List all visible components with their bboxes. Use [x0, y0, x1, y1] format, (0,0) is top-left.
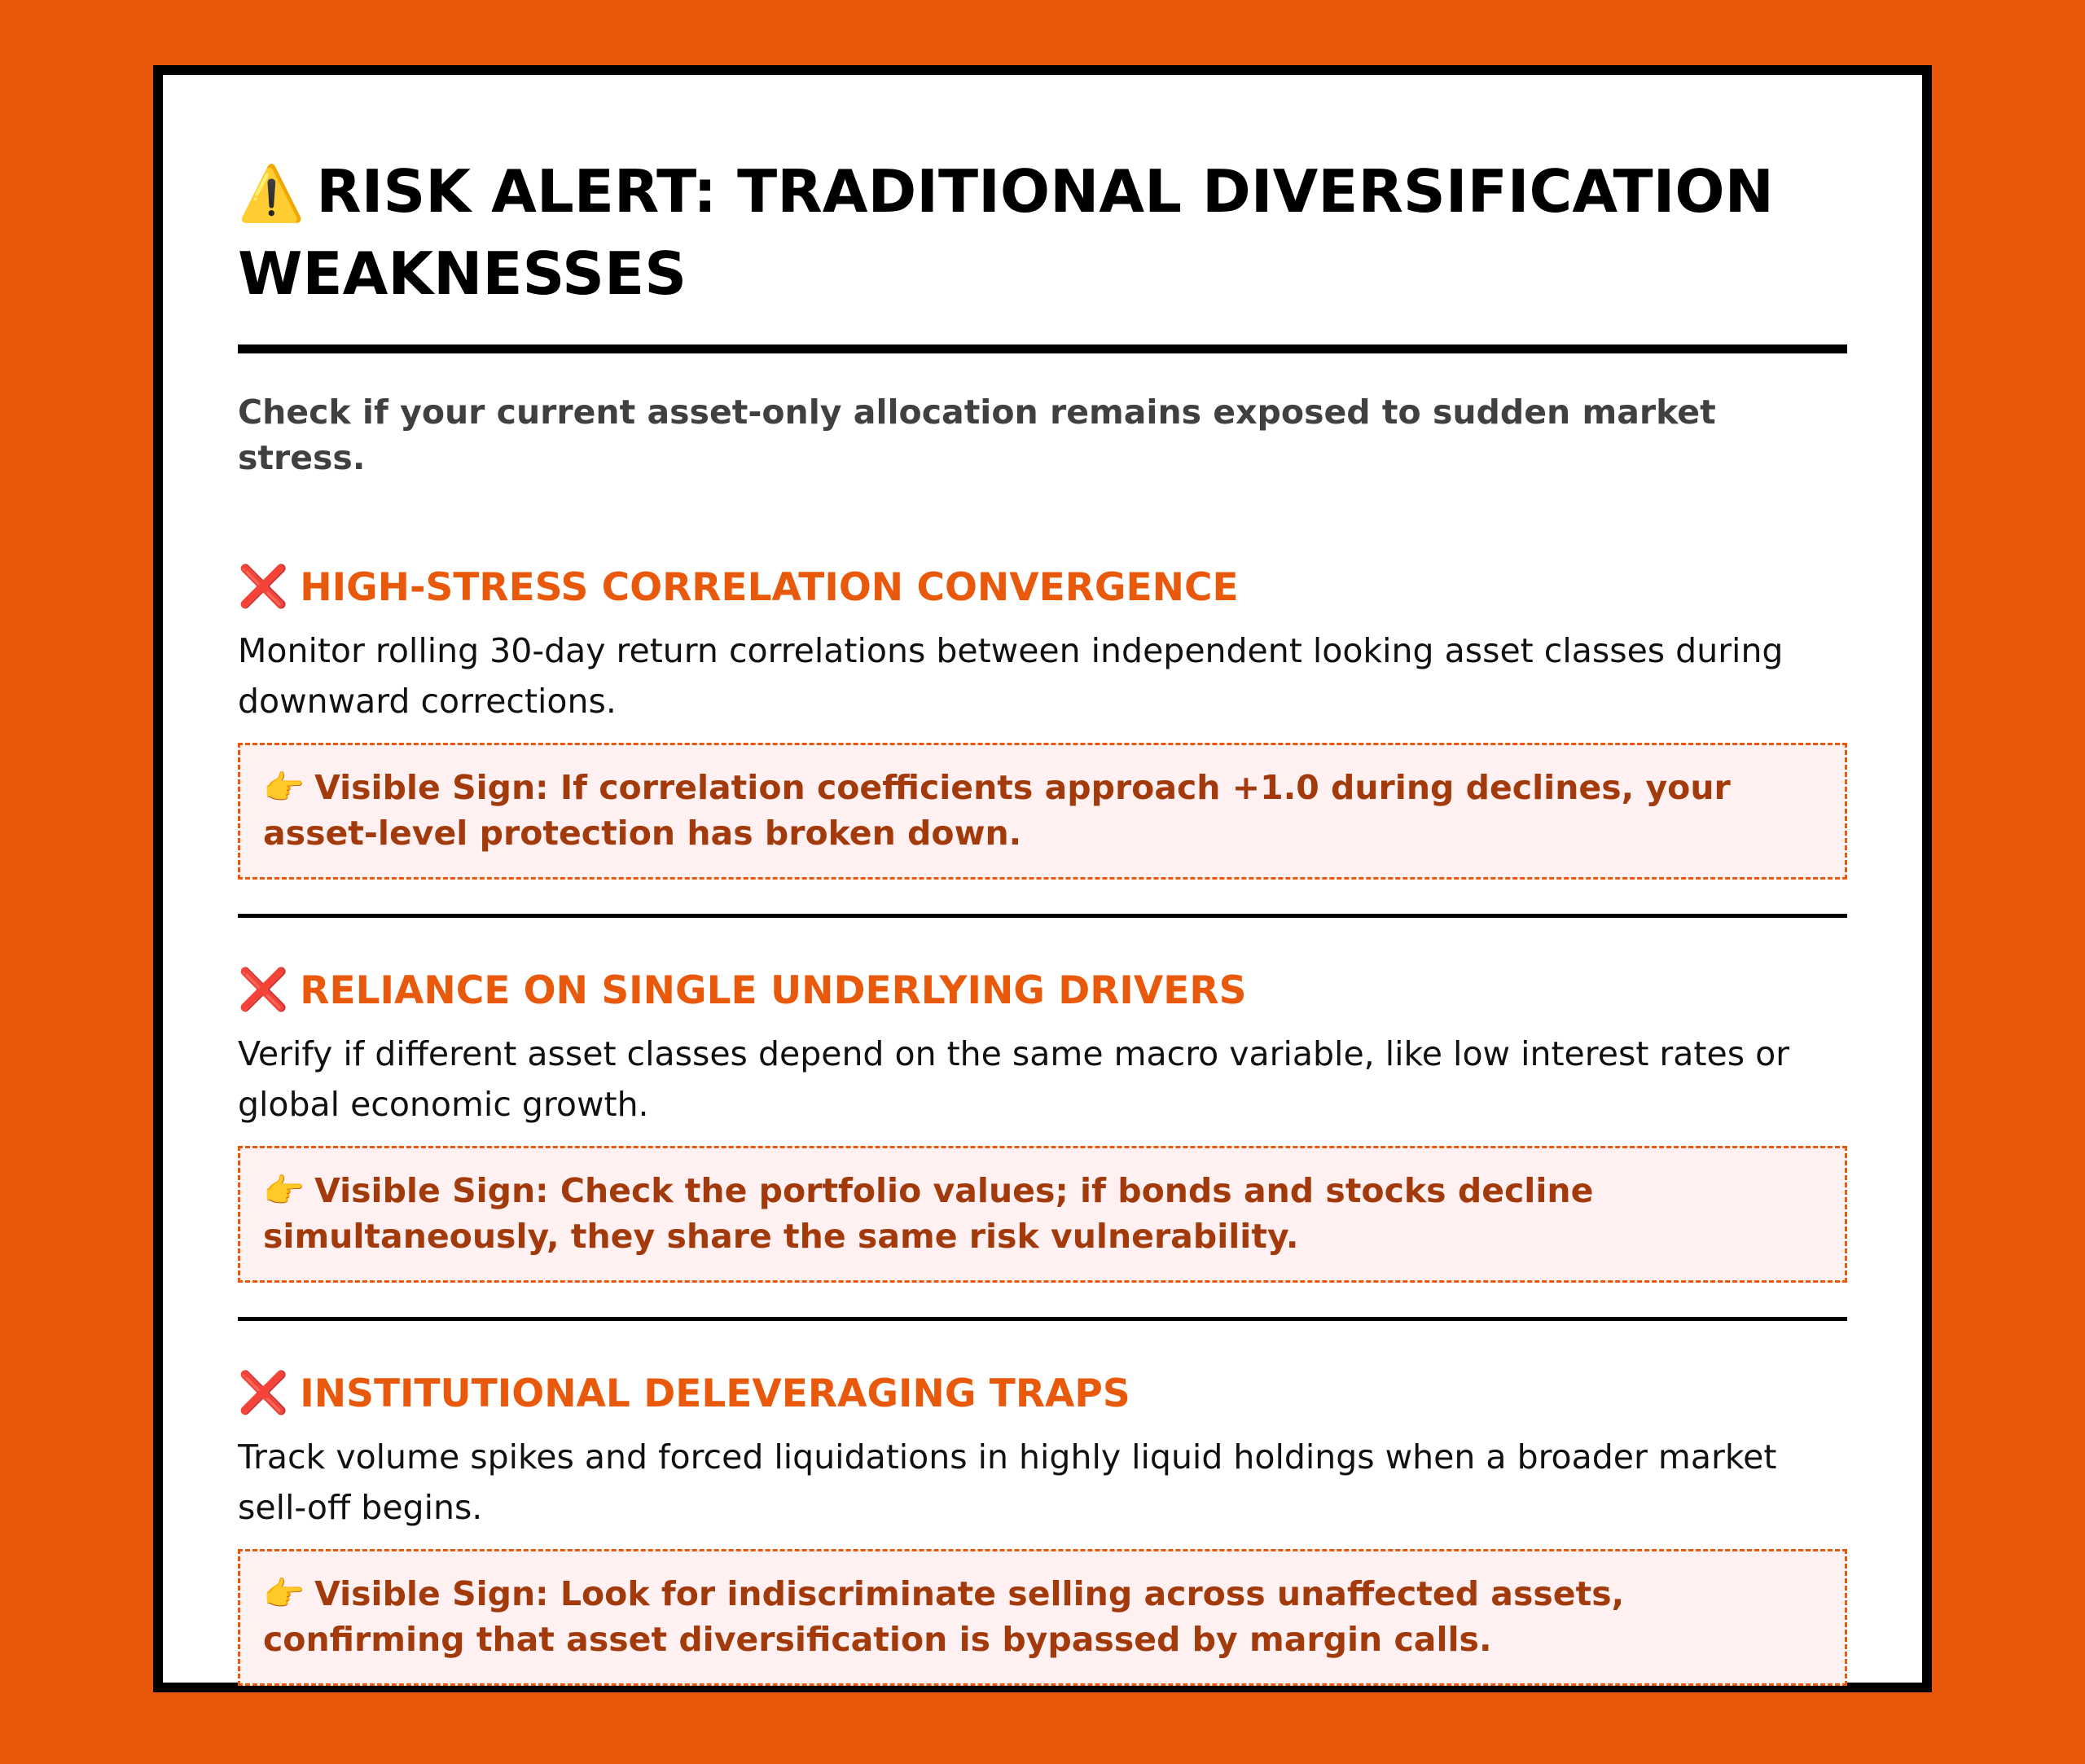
visible-sign-callout [238, 743, 1847, 880]
title-divider [238, 344, 1847, 353]
page-subtitle: Check if your current asset-only allocation remains exposed to sudden market stress. [238, 393, 1716, 477]
visible-sign-text: Visible Sign: Look for indiscriminate selling across unaffected assets, confirming that asset diversification is bypassed by margin calls. [263, 1574, 1625, 1659]
section-heading [238, 963, 1847, 1017]
section-heading [238, 560, 1847, 614]
section-divider [238, 1317, 1847, 1321]
alert-card [153, 65, 1932, 1692]
risk-section-deleveraging [238, 1367, 1847, 1686]
warning-icon: ⚠️ [238, 162, 305, 225]
section-body: Monitor rolling 30-day return correlations between independent looking asset classes during downward corrections. [238, 631, 1784, 721]
risk-section-drivers [238, 963, 1847, 1321]
visible-sign-text: Visible Sign: Check the portfolio values; if bonds and stocks decline simultaneously, they share the same risk vulnerability. [263, 1171, 1594, 1256]
cross-icon: ❌ [238, 563, 289, 610]
pointing-hand-icon: 👉 [263, 1171, 305, 1210]
cross-icon: ❌ [238, 1369, 289, 1416]
card-content [238, 151, 1847, 1686]
pointing-hand-icon: 👉 [263, 1574, 305, 1613]
visible-sign-callout [238, 1146, 1847, 1283]
cross-icon: ❌ [238, 966, 289, 1013]
page-title [238, 151, 1847, 314]
visible-sign-callout [238, 1549, 1847, 1686]
section-body: Track volume spikes and forced liquidations in highly liquid holdings when a broader market sell-off begins. [238, 1437, 1777, 1527]
section-heading-text: INSTITUTIONAL DELEVERAGING TRAPS [300, 1371, 1130, 1416]
pointing-hand-icon: 👉 [263, 768, 305, 807]
section-heading-text: RELIANCE ON SINGLE UNDERLYING DRIVERS [300, 968, 1247, 1013]
risk-section-correlation [238, 560, 1847, 918]
section-divider [238, 914, 1847, 918]
page-title-text: RISK ALERT: TRADITIONAL DIVERSIFICATION WEAKNESSES [238, 157, 1774, 308]
section-body: Verify if different asset classes depend on the same macro variable, like low interest rates or global economic growth. [238, 1034, 1790, 1124]
visible-sign-text: Visible Sign: If correlation coefficients approach +1.0 during declines, your asset-level protection has broken down. [263, 768, 1731, 853]
section-heading [238, 1367, 1847, 1420]
section-heading-text: HIGH-STRESS CORRELATION CONVERGENCE [300, 565, 1239, 610]
